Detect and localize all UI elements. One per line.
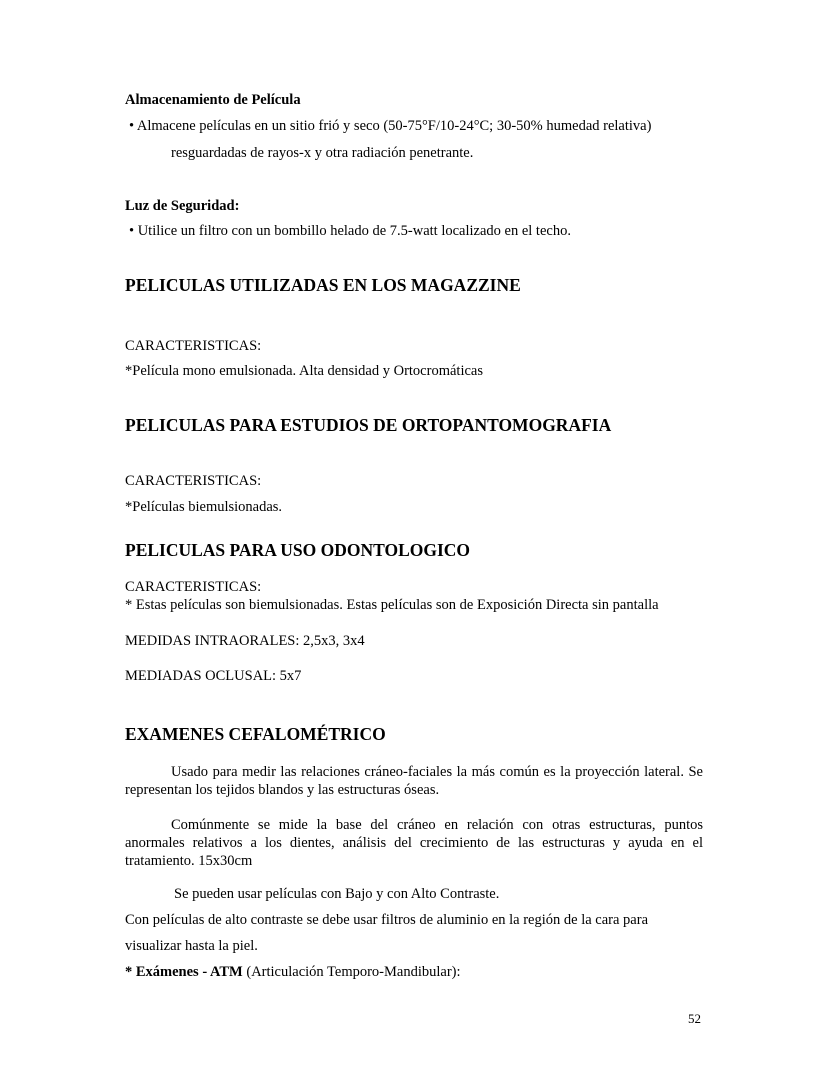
ceph-paragraph-4-line2: visualizar hasta la piel.	[125, 938, 258, 954]
ceph-paragraph-1: Usado para medir las relaciones cráneo-faciales la más común es la proyección lateral. Se representan los tejidos blandos y las estructuras óseas.	[125, 764, 703, 798]
atm-bold-label: * Exámenes - ATM	[125, 964, 243, 980]
magazzine-label: CARACTERISTICAS:	[125, 338, 262, 354]
ceph-paragraph-2: Comúnmente se mide la base del cráneo en relación con otras estructuras, puntos anormales relativos a los dientes, análisis del crecimiento de las estructuras y ayuda en el tratamiento. 15x30cm	[125, 817, 703, 869]
magazzine-heading: PELICULAS UTILIZADAS EN LOS MAGAZZINE	[125, 275, 521, 295]
safelight-heading: Luz de Seguridad:	[125, 198, 240, 214]
ceph-heading: EXAMENES CEFALOMÉTRICO	[125, 724, 386, 744]
storage-bullet-line2: resguardadas de rayos-x y otra radiación penetrante.	[171, 145, 474, 161]
safelight-bullet: • Utilice un filtro con un bombillo helado de 7.5-watt localizado en el techo.	[129, 223, 571, 239]
storage-bullet-line1: • Almacene películas en un sitio frió y seco (50-75°F/10-24°C; 30-50% humedad relativa)	[129, 118, 652, 134]
atm-line	[125, 963, 705, 981]
atm-description: (Articulación Temporo-Mandibular):	[242, 964, 461, 980]
ortho-text: *Películas biemulsionadas.	[125, 499, 283, 515]
magazzine-text: *Película mono emulsionada. Alta densidad y Ortocromáticas	[125, 363, 483, 379]
storage-heading: Almacenamiento de Película	[125, 92, 301, 108]
dental-text: * Estas películas son biemulsionadas. Estas películas son de Exposición Directa sin pantalla	[125, 597, 659, 613]
dental-occlusal: MEDIADAS OCLUSAL: 5x7	[125, 668, 302, 684]
ortho-heading: PELICULAS PARA ESTUDIOS DE ORTOPANTOMOGRAFIA	[125, 415, 612, 435]
ceph-paragraph-4-line1: Con películas de alto contraste se debe usar filtros de aluminio en la región de la cara para	[125, 912, 649, 928]
page-number: 52	[688, 1011, 701, 1026]
ceph-paragraph-3: Se pueden usar películas con Bajo y con Alto Contraste.	[174, 886, 500, 902]
dental-label: CARACTERISTICAS:	[125, 579, 262, 595]
dental-heading: PELICULAS PARA USO ODONTOLOGICO	[125, 540, 471, 560]
dental-intraoral: MEDIDAS INTRAORALES: 2,5x3, 3x4	[125, 633, 365, 649]
ortho-label: CARACTERISTICAS:	[125, 473, 262, 489]
